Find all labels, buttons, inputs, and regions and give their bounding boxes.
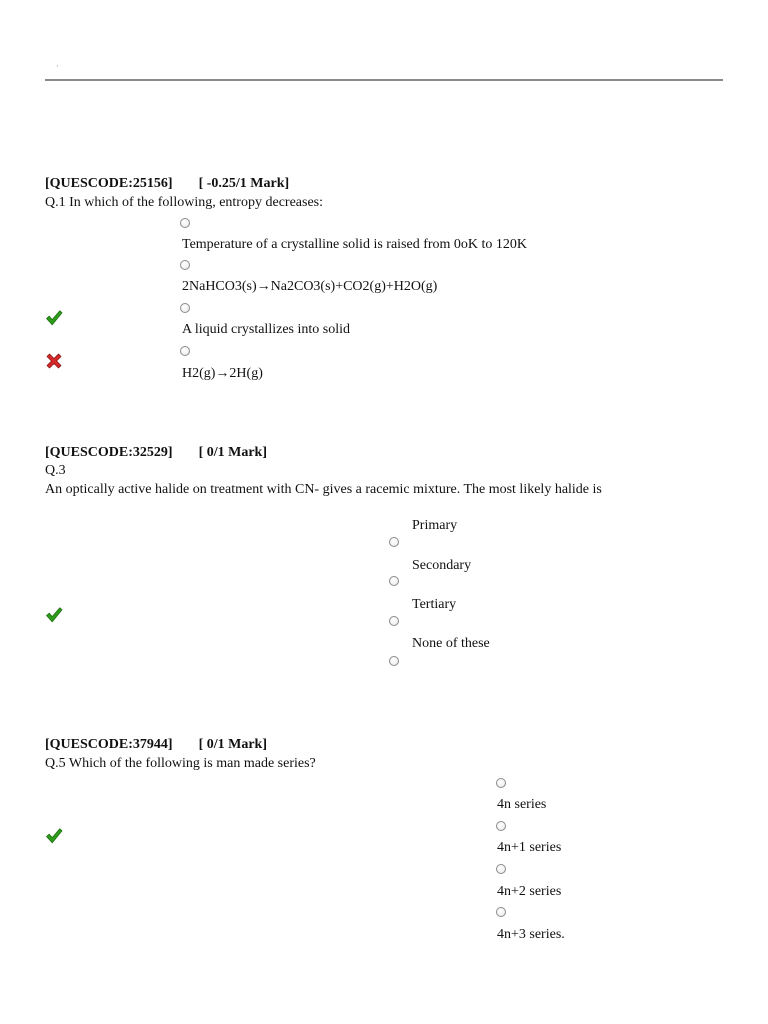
option-radio[interactable]	[389, 537, 399, 547]
option-label: None of these	[412, 636, 490, 651]
question-number: Q.1	[45, 195, 66, 210]
question-code: [QUESCODE:32529]	[45, 445, 173, 460]
option-label: Tertiary	[412, 597, 457, 612]
question-prompt: Which of the following is man made series?	[68, 756, 316, 771]
option-label: 4n+1 series	[497, 840, 562, 855]
option-radio[interactable]	[180, 218, 190, 228]
option-label: 4n+2 series	[497, 884, 562, 899]
green-check-icon	[45, 606, 63, 624]
option-label: 4n+3 series.	[497, 927, 565, 942]
option-radio[interactable]	[496, 778, 506, 788]
green-check-icon	[45, 827, 63, 845]
option-label: 2NaHCO3(s)→Na2CO3(s)+CO2(g)+H2O(g)	[182, 279, 438, 294]
question-header	[45, 176, 289, 192]
option-radio[interactable]	[496, 864, 506, 874]
question-number: Q.5	[45, 756, 66, 771]
question-code: [QUESCODE:25156]	[45, 176, 173, 191]
option-label: Temperature of a crystalline solid is raised from 0oK to 120K	[182, 237, 528, 252]
question-code: [QUESCODE:37944]	[45, 737, 173, 752]
question-header	[45, 737, 267, 753]
question-mark: [ -0.25/1 Mark]	[198, 176, 290, 191]
green-check-icon	[45, 309, 63, 327]
option-radio[interactable]	[389, 656, 399, 666]
option-radio[interactable]	[180, 260, 190, 270]
question-text	[45, 756, 316, 772]
header-divider	[45, 79, 723, 81]
option-label: H2(g)→2H(g)	[182, 366, 263, 381]
top-dot: ·	[56, 61, 59, 71]
option-label: Primary	[412, 518, 458, 533]
question-mark: [ 0/1 Mark]	[198, 737, 267, 752]
option-label: 4n series	[497, 797, 547, 812]
option-label: Secondary	[412, 558, 472, 573]
question-number: Q.3	[45, 463, 66, 478]
option-radio[interactable]	[389, 576, 399, 586]
question-mark: [ 0/1 Mark]	[198, 445, 267, 460]
question-prompt: In which of the following, entropy decreases:	[69, 195, 323, 210]
option-label: A liquid crystallizes into solid	[182, 322, 350, 337]
question-text	[45, 195, 323, 211]
option-radio[interactable]	[496, 907, 506, 917]
option-radio[interactable]	[180, 346, 190, 356]
option-radio[interactable]	[496, 821, 506, 831]
question-prompt: An optically active halide on treatment with CN- gives a racemic mixture. The most likely halide is	[45, 482, 602, 497]
red-cross-icon	[45, 352, 63, 370]
question-header	[45, 445, 267, 461]
option-radio[interactable]	[389, 616, 399, 626]
option-radio[interactable]	[180, 303, 190, 313]
